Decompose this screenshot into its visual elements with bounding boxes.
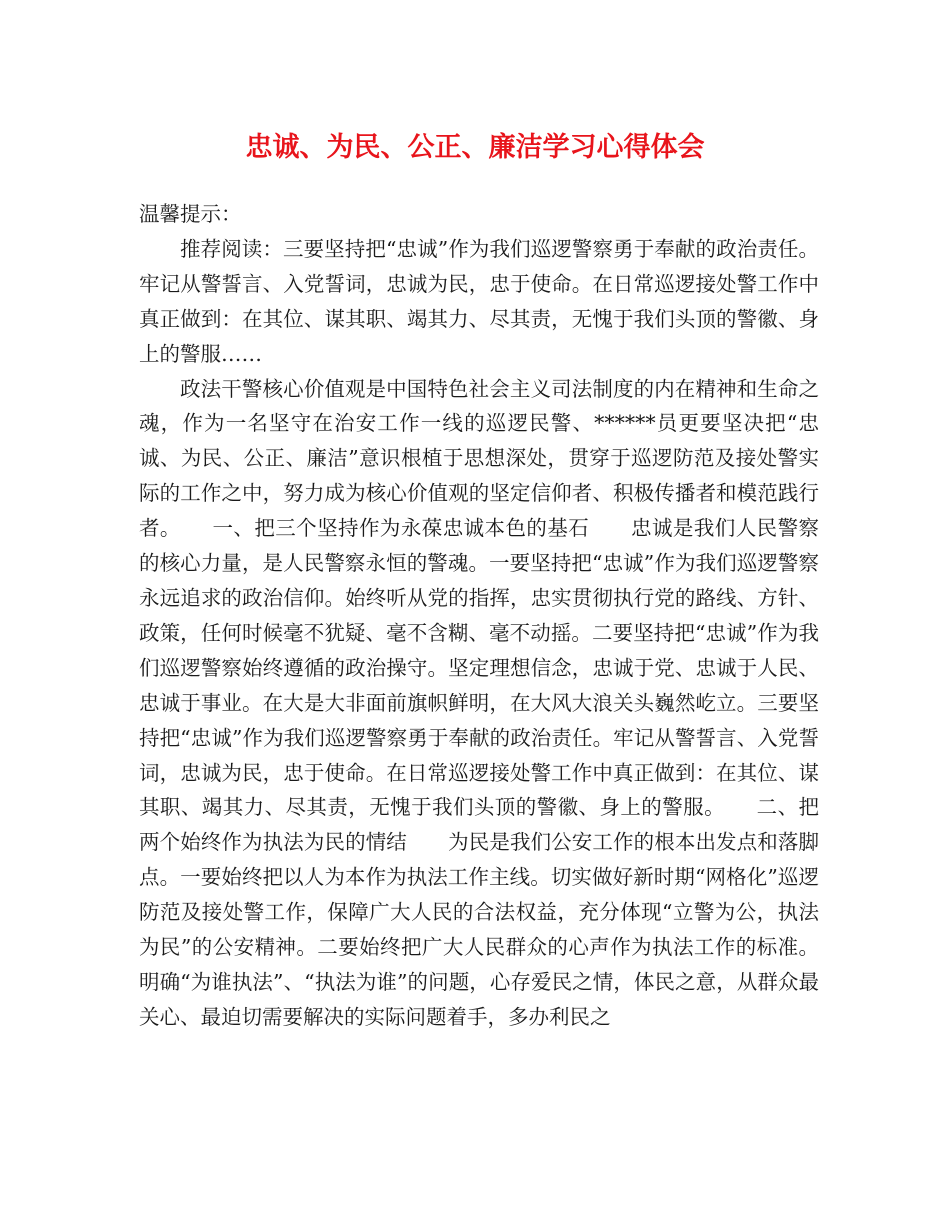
document-body bbox=[139, 197, 819, 1035]
tip-heading: 温馨提示： bbox=[139, 202, 242, 226]
main-body-paragraph: 政法干警核心价值观是中国特色社会主义司法制度的内在精神和生命之魂，作为一名坚守在治安工作一线的巡逻民警、******员更要坚决把“忠诚、为民、公正、廉洁”意识根植于思想深处，贯穿于巡逻防范及接处警实际的工作之中，努力成为核心价值观的坚定信仰者、积极传播者和模范践行者。 一、把三个坚持作为永葆忠诚本色的基石 忠诚是我们人民警察的核心力量，是人民警察永恒的警魂。一要坚持把“忠诚”作为我们巡逻警察永远追求的政治信仰。始终听从党的指挥，忠实贯彻执行党的路线、方针、政策，任何时候毫不犹疑、毫不含糊、毫不动摇。二要坚持把“忠诚”作为我们巡逻警察始终遵循的政治操守。坚定理想信念，忠诚于党、忠诚于人民、忠诚于事业。在大是大非面前旗帜鲜明，在大风大浪关头巍然屹立。三要坚持把“忠诚”作为我们巡逻警察勇于奉献的政治责任。牢记从警誓言、入党誓词，忠诚为民，忠于使命。在日常巡逻接处警工作中真正做到：在其位、谋其职、竭其力、尽其责，无愧于我们头顶的警徽、身上的警服。 二、把两个始终作为执法为民的情结 为民是我们公安工作的根本出发点和落脚点。一要始终把以人为本作为执法工作主线。切实做好新时期“网格化”巡逻防范及接处警工作，保障广大人民的合法权益，充分体现“立警为公，执法为民”的公安精神。二要始终把广大人民群众的心声作为执法工作的标准。明确“为谁执法”、“执法为谁”的问题，心存爱民之情，体民之意，从群众最关心、最迫切需要解决的实际问题着手，多办利民之 bbox=[139, 376, 819, 1029]
recommended-reading-paragraph: 推荐阅读：三要坚持把“忠诚”作为我们巡逻警察勇于奉献的政治责任。牢记从警誓言、入党誓词，忠诚为民，忠于使命。在日常巡逻接处警工作中真正做到：在其位、谋其职、竭其力、尽其责，无愧于我们头顶的警徽、身上的警服…… bbox=[139, 236, 819, 366]
document-title: 忠诚、为民、公正、廉洁学习心得体会 bbox=[245, 132, 705, 163]
